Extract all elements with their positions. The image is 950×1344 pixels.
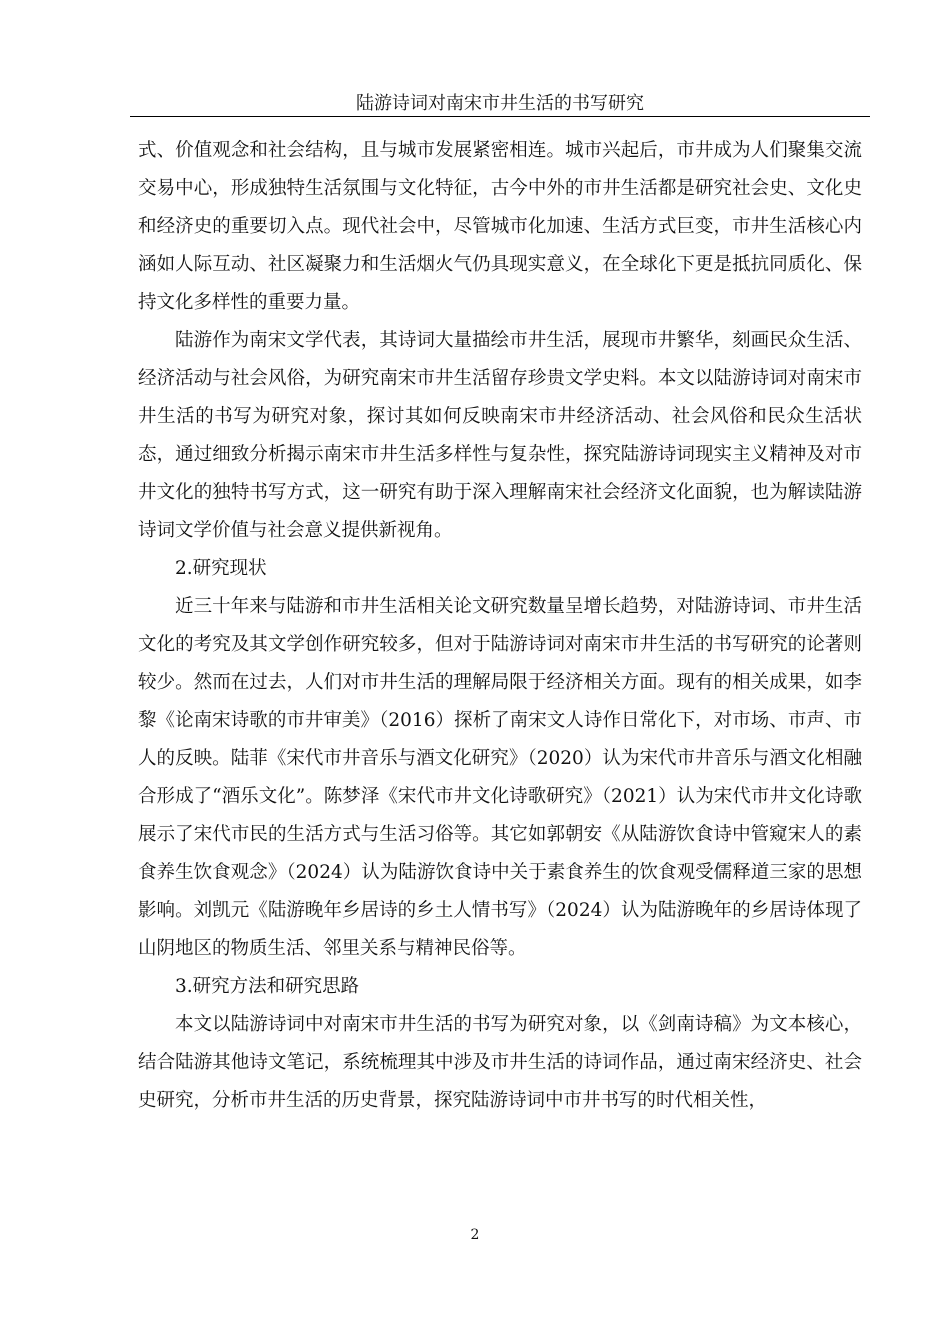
paragraph-research-significance: 陆游作为南宋文学代表，其诗词大量描绘市井生活，展现市井繁华，刻画民众生活、经济活动与社会风俗，为研究南宋市井生活留存珍贵文学史料。本文以陆游诗词对南宋市井生活的书写为研究对象，探讨其如何反映南宋市井经济活动、社会风俗和民众生活状态，通过细致分析揭示南宋市井生活多样性与复杂性，探究陆游诗词现实主义精神及对市井文化的独特书写方式，这一研究有助于深入理解南宋社会经济文化面貌，也为解读陆游诗词文学价值与社会意义提供新视角。 bbox=[138, 330, 862, 541]
body-text bbox=[138, 132, 862, 1120]
section-heading-research-status: 2.研究现状 bbox=[175, 558, 267, 579]
section-heading-research-methods: 3.研究方法和研究思路 bbox=[175, 976, 360, 997]
header-rule bbox=[130, 116, 870, 117]
paragraph-research-methods: 本文以陆游诗词中对南宋市井生活的书写为研究对象，以《剑南诗稿》为文本核心，结合陆游其他诗文笔记，系统梳理其中涉及市井生活的诗词作品，通过南宋经济史、社会史研究，分析市井生活的历史背景，探究陆游诗词中市井书写的时代相关性， bbox=[138, 1014, 862, 1111]
paragraph-research-status: 近三十年来与陆游和市井生活相关论文研究数量呈增长趋势，对陆游诗词、市井生活文化的考究及其文学创作研究较多，但对于陆游诗词对南宋市井生活的书写研究的论著则较少。然而在过去，人们对市井生活的理解局限于经济相关方面。现有的相关成果，如李黎《论南宋诗歌的市井审美》（2016）探析了南宋文人诗作日常化下，对市场、市声、市人的反映。陆菲《宋代市井音乐与酒文化研究》（2020）认为宋代市井音乐与酒文化相融合形成了“酒乐文化”。陈梦泽《宋代市井文化诗歌研究》（2021）认为宋代市井文化诗歌展示了宋代市民的生活方式与生活习俗等。其它如郭朝安《从陆游饮食诗中管窥宋人的素食养生饮食观念》（2024）认为陆游饮食诗中关于素食养生的饮食观受儒释道三家的思想影响。刘凯元《陆游晚年乡居诗的乡土人情书写》（2024）认为陆游晚年的乡居诗体现了山阴地区的物质生活、邻里关系与精神民俗等。 bbox=[138, 596, 862, 959]
paragraph-continuation: 式、价值观念和社会结构，且与城市发展紧密相连。城市兴起后，市井成为人们聚集交流交易中心，形成独特生活氛围与文化特征，古今中外的市井生活都是研究社会史、文化史和经济史的重要切入点。现代社会中，尽管城市化加速、生活方式巨变，市井生活核心内涵如人际互动、社区凝聚力和生活烟火气仍具现实意义，在全球化下更是抵抗同质化、保持文化多样性的重要力量。 bbox=[138, 140, 862, 313]
running-header-title: 陆游诗词对南宋市井生活的书写研究 bbox=[356, 93, 644, 114]
page-number: 2 bbox=[470, 1227, 480, 1243]
